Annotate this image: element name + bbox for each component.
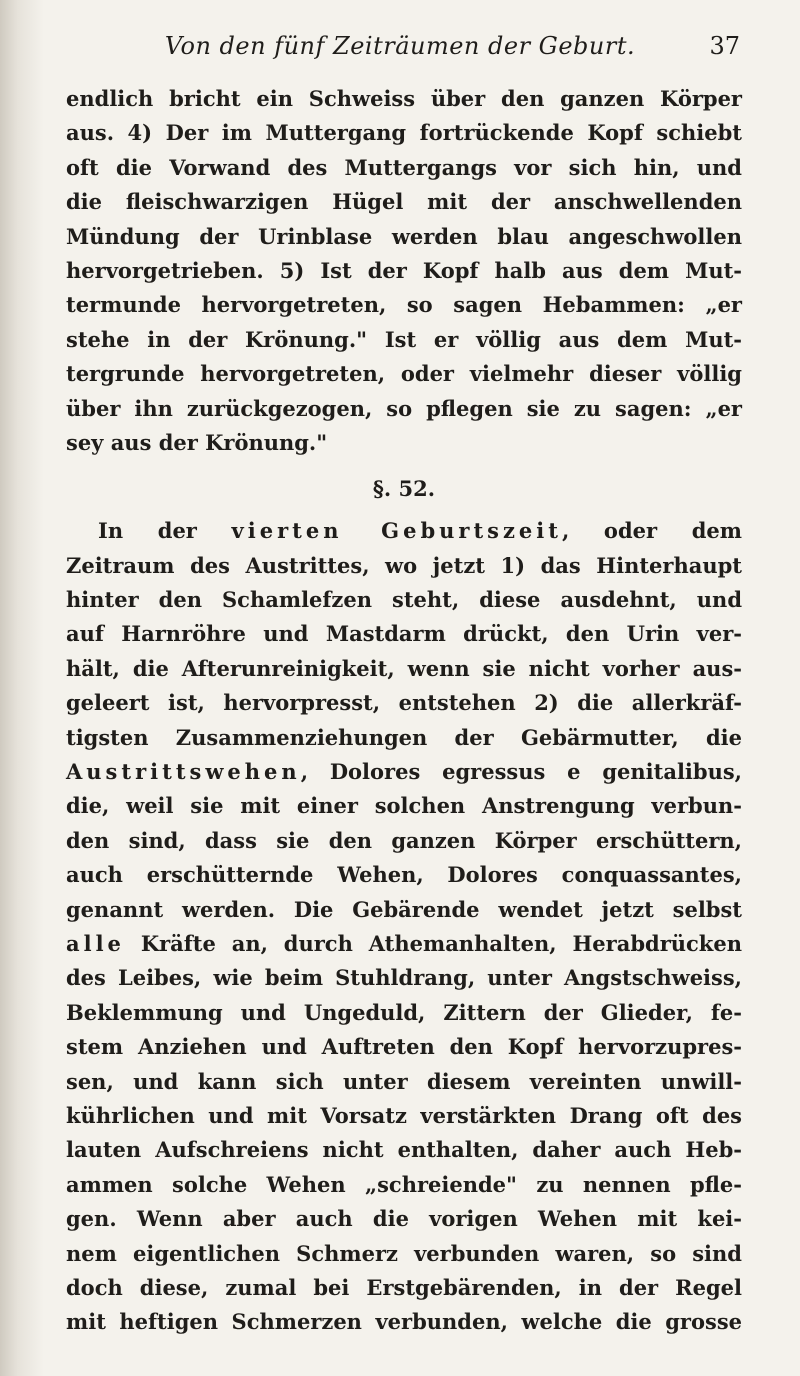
text-line: die, weil sie mit einer solchen Anstrengung verbun-	[66, 793, 742, 819]
section-heading: §. 52.	[372, 476, 436, 502]
text-line: auf Harnröhre und Mastdarm drückt, den Urin ver-	[66, 621, 742, 647]
text-line: geleert ist, hervorpresst, entstehen 2) die allerkräf-	[66, 690, 742, 716]
text-line: sen, und kann sich unter diesem vereinten unwill-	[66, 1068, 742, 1094]
text-line: endlich bricht ein Schweiss über den ganzen Körper	[66, 86, 742, 111]
text-line: des Leibes, wie beim Stuhldrang, unter Angstschweiss,	[66, 965, 742, 991]
text-line: Zeitraum des Austrittes, wo jetzt 1) das Hinterhaupt	[66, 552, 742, 578]
text-run: , oder dem	[561, 518, 742, 544]
text-line: den sind, dass sie den ganzen Körper erschüttern,	[66, 827, 742, 853]
text-line: gen. Wenn aber auch die vorigen Wehen mit kei-	[66, 1206, 742, 1232]
text-line: tergrunde hervorgetreten, oder vielmehr dieser völlig	[66, 361, 742, 387]
spaced-emphasis: vierten Geburtszeit	[231, 518, 562, 544]
text-line: aus. 4) Der im Muttergang fortrückende Kopf schiebt	[66, 120, 742, 146]
spaced-emphasis: alle	[66, 930, 125, 956]
text-line: hält, die Afterunreinigkeit, wenn sie nicht vorher aus-	[66, 655, 742, 681]
running-title: Von den fünf Zeiträumen der Geburt.	[164, 32, 636, 60]
body-text	[66, 82, 742, 1340]
text-line: tigsten Zusammenziehungen der Gebärmutter, die	[66, 724, 742, 750]
text-line: lauten Aufschreiens nicht enthalten, daher auch Heb-	[66, 1137, 742, 1163]
text-run: In der	[98, 518, 232, 544]
page-number: 37	[709, 32, 740, 60]
text-line: stem Anziehen und Auftreten den Kopf hervorzupres-	[66, 1034, 742, 1060]
page-edge-shadow	[0, 0, 44, 1376]
text-line: auch erschütternde Wehen, Dolores conquassantes,	[66, 862, 742, 888]
text-line: stehe in der Krönung." Ist er völlig aus dem Mut-	[66, 326, 742, 352]
text-line: Mündung der Urinblase werden blau angeschwollen	[66, 223, 742, 249]
text-run: Kräfte an, durch Athemanhalten, Herabdrücken	[124, 930, 742, 956]
text-line: oft die Vorwand des Muttergangs vor sich hin, und	[66, 154, 742, 180]
text-run: , Dolores egressus e genitalibus,	[300, 759, 742, 785]
paragraph-2	[66, 514, 742, 1339]
text-line: mit heftigen Schmerzen verbunden, welche die grosse	[66, 1309, 742, 1335]
text-line: kührlichen und mit Vorsatz verstärkten Drang oft des	[66, 1102, 742, 1128]
spaced-emphasis: Austrittswehen	[66, 759, 301, 785]
text-line: hinter den Schamlefzen steht, diese ausdehnt, und	[66, 587, 742, 613]
text-line: genannt werden. Die Gebärende wendet jetzt selbst	[66, 896, 742, 922]
text-line: termunde hervorgetreten, so sagen Hebammen: „er	[66, 292, 742, 318]
page-header	[60, 32, 740, 72]
text-line	[66, 755, 742, 789]
text-line: ammen solche Wehen „schreiende" zu nennen pfle-	[66, 1171, 742, 1197]
paragraph-1	[66, 82, 742, 460]
text-line: nem eigentlichen Schmerz verbunden waren, so sind	[66, 1240, 742, 1266]
text-line: über ihn zurückgezogen, so pflegen sie zu sagen: „er	[66, 395, 742, 421]
text-line	[66, 514, 742, 548]
text-line: hervorgetrieben. 5) Ist der Kopf halb aus dem Mut-	[66, 257, 742, 283]
text-line	[66, 927, 742, 961]
text-line: sey aus der Krönung."	[66, 429, 328, 455]
text-line: doch diese, zumal bei Erstgebärenden, in der Regel	[66, 1274, 742, 1300]
text-line: die fleischwarzigen Hügel mit der anschwellenden	[66, 189, 742, 215]
text-line: Beklemmung und Ungeduld, Zittern der Glieder, fe-	[66, 999, 742, 1025]
